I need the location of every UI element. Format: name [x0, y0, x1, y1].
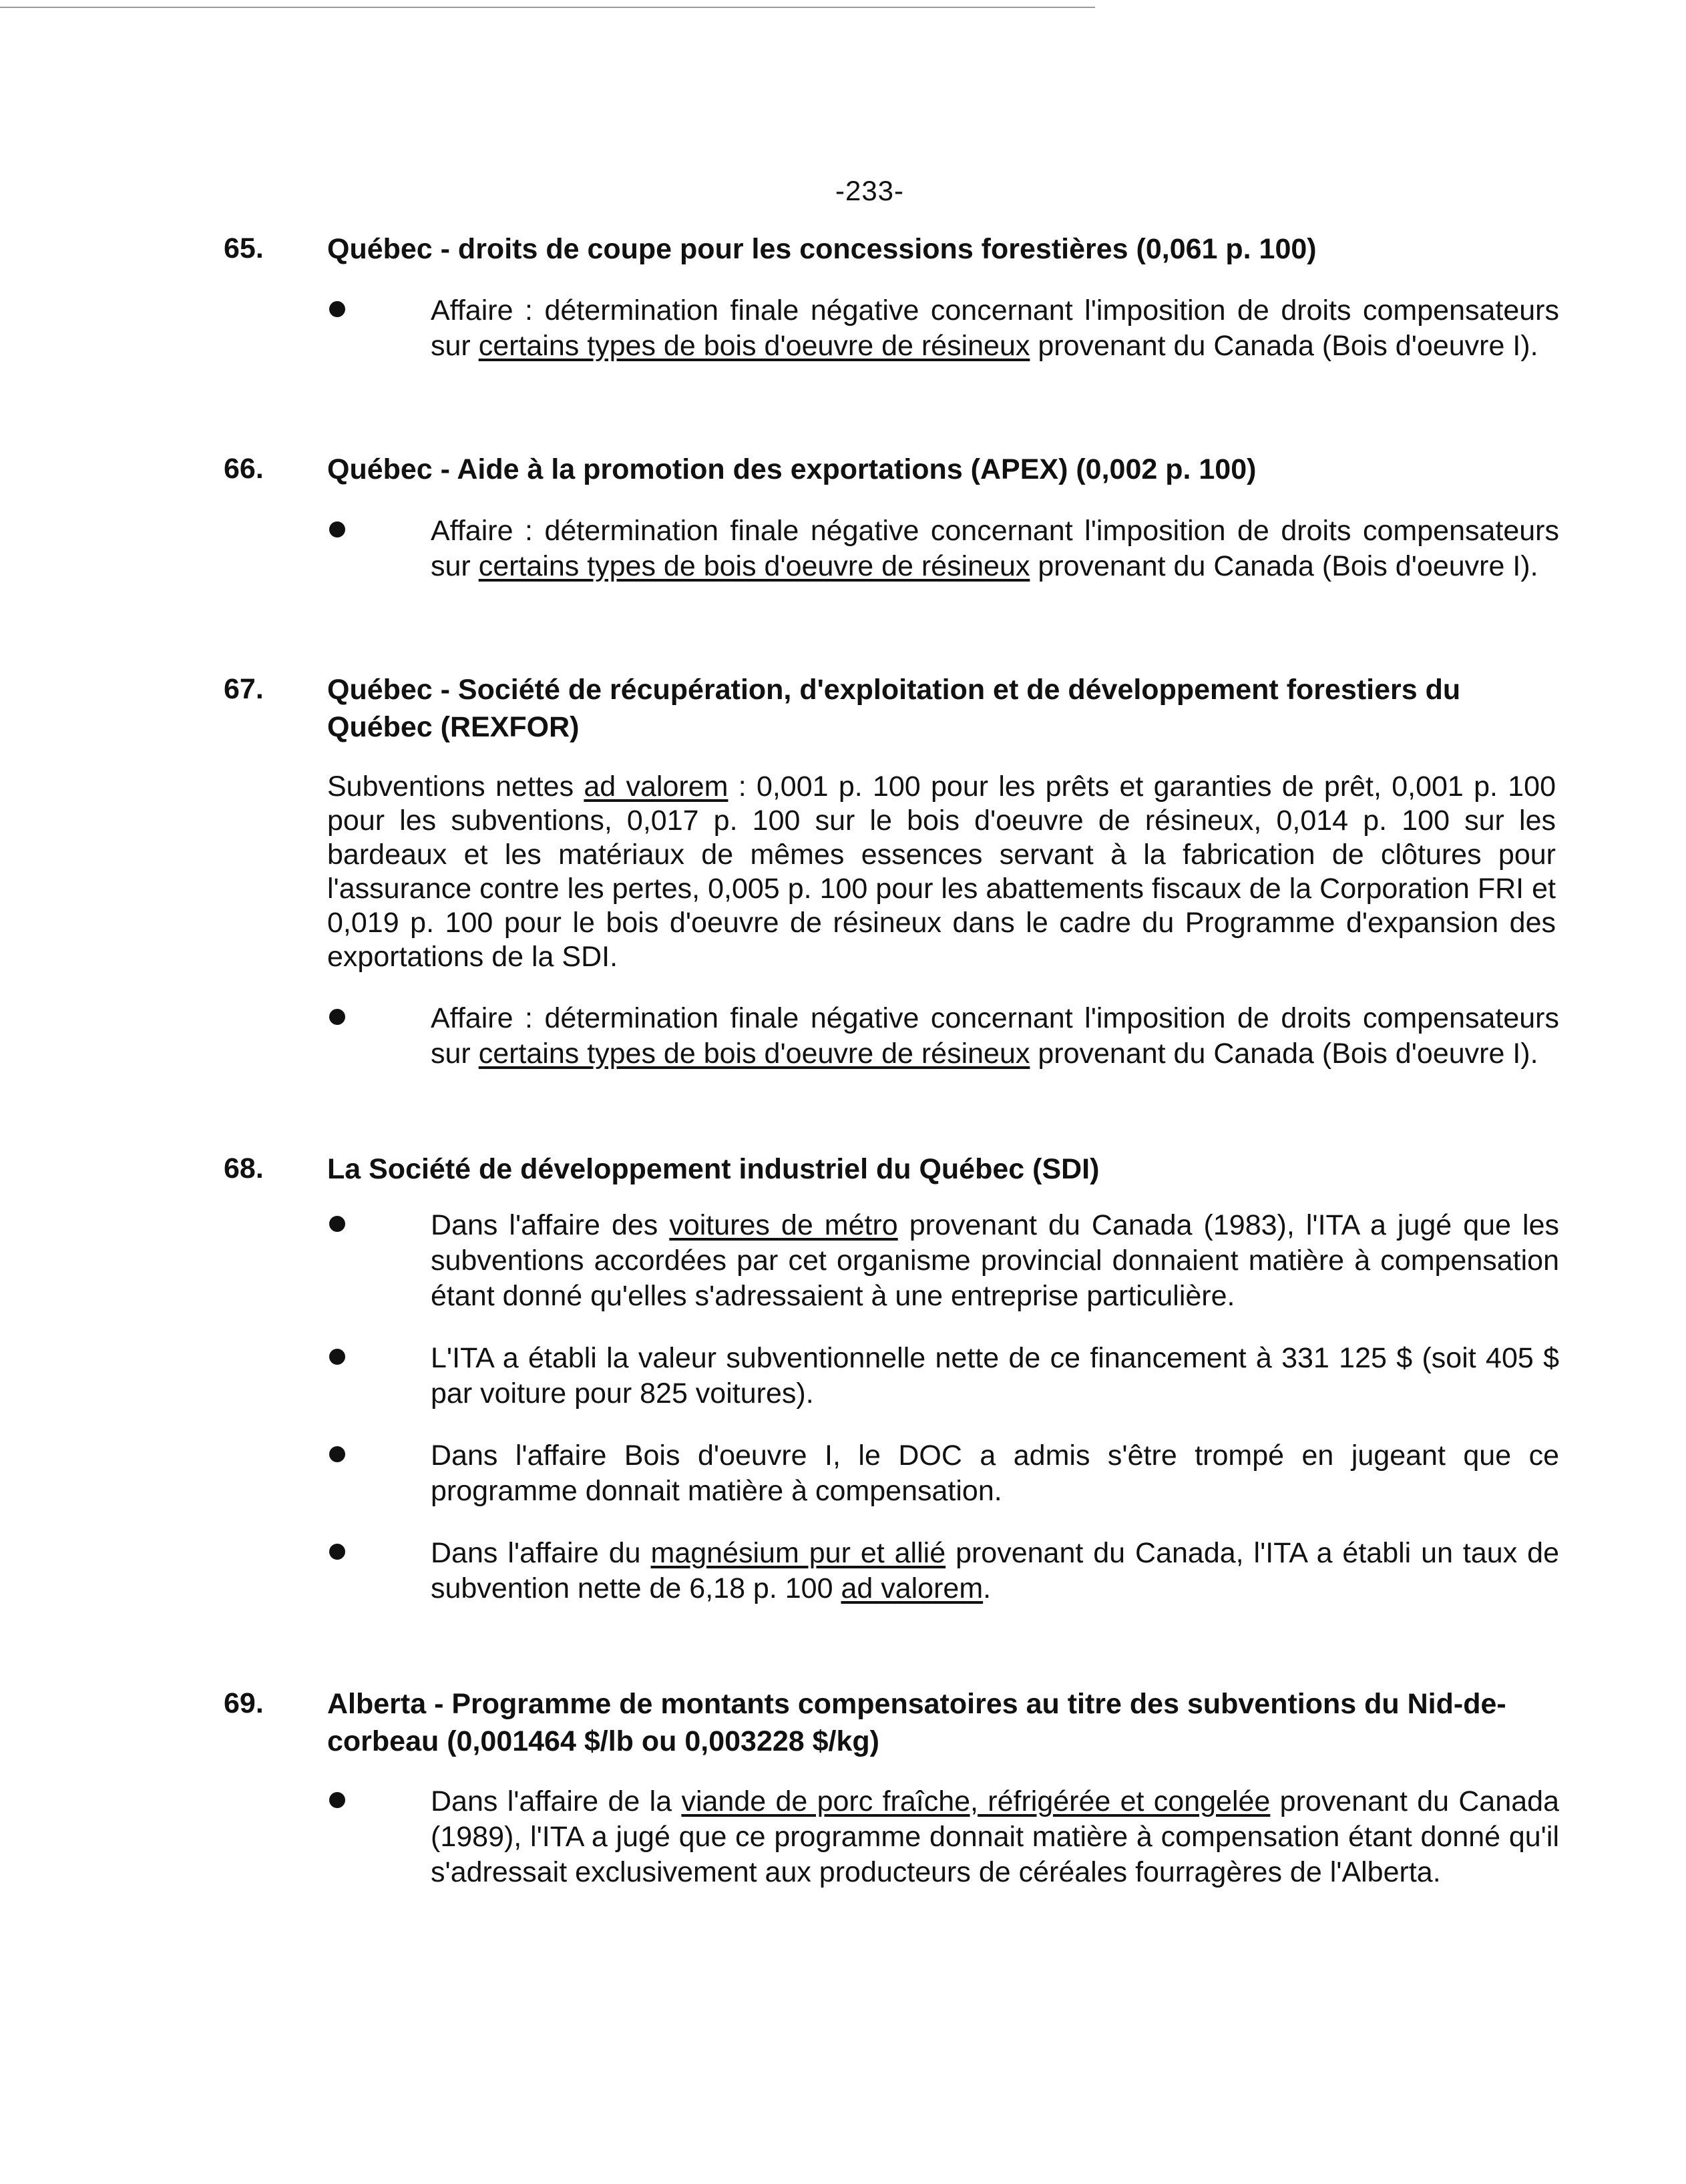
- item-67: [0, 671, 1686, 1072]
- bullet-text-mid: provenant du Canada, l'ITA a établi un taux de subvention nette de 6,18 p. 100: [431, 1537, 1559, 1604]
- bullet-text: Dans l'affaire du: [431, 1537, 651, 1569]
- bullet-text-end: provenant du Canada (1983), l'ITA a jugé que les subventions accordées par cet organisme provincial donnaient matière à compensation étant donné qu'elles s'adressaient à une entreprise particulière.: [431, 1209, 1559, 1312]
- item-number: 68.: [224, 1152, 264, 1184]
- bullet-icon: [329, 1446, 345, 1462]
- bullet-item: [431, 1438, 1559, 1509]
- item-title: La Société de développement industriel du Québec (SDI): [327, 1153, 1100, 1185]
- paragraph-text: Subventions nettes: [327, 771, 584, 803]
- bullet-text: Dans l'affaire de la: [431, 1785, 682, 1817]
- item-69: [0, 1685, 1686, 1890]
- bullet-icon: [329, 1349, 345, 1365]
- paragraph-text-end: : 0,001 p. 100 pour les prêts et garanties de prêt, 0,001 p. 100 pour les subventions, 0,017 p. 100 sur le bois d'oeuvre de résineux, 0,014 p. 100 sur les bardeaux et les matériaux de mêmes essences servant à la fabrication de clôtures pour l'assurance contre les pertes, 0,005 p. 100 pour les abattements fiscaux de la Corporation FRI et 0,019 p. 100 pour le bois d'oeuvre de résineux dans le cadre du Programme d'expansion des exportations de la SDI.: [327, 771, 1556, 973]
- bullet-item: [431, 1784, 1559, 1890]
- bullet-icon: [329, 1544, 345, 1560]
- bullet-text: L'ITA a établi la valeur subventionnelle nette de ce financement à 331 125 $ (soit 405 $ par voiture pour 825 voitures).: [431, 1342, 1559, 1409]
- bullet-item: [431, 1208, 1559, 1314]
- bullet-text-end: provenant du Canada (Bois d'oeuvre I).: [1030, 1038, 1538, 1070]
- bullet-text-end: provenant du Canada (1989), l'ITA a jugé que ce programme donnait matière à compensation étant donné qu'il s'adressait exclusivement aux producteurs de céréales fourragères de l'Alberta.: [431, 1785, 1559, 1888]
- bullet-item: [431, 1001, 1559, 1072]
- case-name: certains types de bois d'oeuvre de résineux: [478, 550, 1030, 582]
- item-number: 67.: [224, 673, 264, 705]
- bullet-text-end: provenant du Canada (Bois d'oeuvre I).: [1030, 550, 1538, 582]
- case-name: voitures de métro: [669, 1209, 898, 1241]
- item-title: Québec - droits de coupe pour les concessions forestières (0,061 p. 100): [327, 233, 1317, 265]
- item-66: [0, 451, 1686, 584]
- item-number: 65.: [224, 232, 264, 264]
- document-body: [0, 230, 1686, 1890]
- bullet-item: [431, 1536, 1559, 1606]
- bullet-item: [431, 1341, 1559, 1411]
- scan-edge-line: [0, 7, 1095, 8]
- item-65: [0, 230, 1686, 364]
- bullet-icon: [329, 1009, 345, 1025]
- bullet-icon: [329, 1216, 345, 1232]
- bullet-text-end: .: [983, 1572, 992, 1604]
- bullet-text: Affaire : détermination finale négative concernant l'imposition de droits compensateurs sur: [431, 294, 1559, 362]
- bullet-text: Affaire : détermination finale négative concernant l'imposition de droits compensateurs sur: [431, 515, 1559, 582]
- bullet-icon: [329, 1792, 345, 1808]
- bullet-item: [431, 513, 1559, 584]
- ad-valorem-term: ad valorem: [841, 1572, 984, 1604]
- subsidy-paragraph: [327, 770, 1556, 974]
- case-name: viande de porc fraîche, réfrigérée et congelée: [681, 1785, 1271, 1817]
- case-name: magnésium pur et allié: [650, 1537, 946, 1569]
- bullet-icon: [329, 521, 345, 537]
- bullet-text: Dans l'affaire des: [431, 1209, 670, 1241]
- bullet-text: Affaire : détermination finale négative concernant l'imposition de droits compensateurs sur: [431, 1002, 1559, 1070]
- bullet-text-end: provenant du Canada (Bois d'oeuvre I).: [1030, 330, 1538, 362]
- ad-valorem-term: ad valorem: [584, 771, 728, 803]
- page-number: -233-: [835, 175, 905, 206]
- item-title: Québec - Société de récupération, d'exploitation et de développement forestiers du Québec (REXFOR): [327, 674, 1461, 743]
- bullet-text: Dans l'affaire Bois d'oeuvre I, le DOC a admis s'être trompé en jugeant que ce programme donnait matière à compensation.: [431, 1440, 1559, 1507]
- item-title: Alberta - Programme de montants compensatoires au titre des subventions du Nid-de-corbeau (0,001464 $/lb ou 0,003228 $/kg): [327, 1688, 1506, 1757]
- case-name: certains types de bois d'oeuvre de résineux: [478, 1038, 1030, 1070]
- item-68: [0, 1150, 1686, 1606]
- item-number: 69.: [224, 1687, 264, 1719]
- bullet-icon: [329, 301, 345, 317]
- bullet-item: [431, 293, 1559, 364]
- item-title: Québec - Aide à la promotion des exportations (APEX) (0,002 p. 100): [327, 453, 1257, 485]
- case-name: certains types de bois d'oeuvre de résineux: [478, 330, 1030, 362]
- item-number: 66.: [224, 453, 264, 485]
